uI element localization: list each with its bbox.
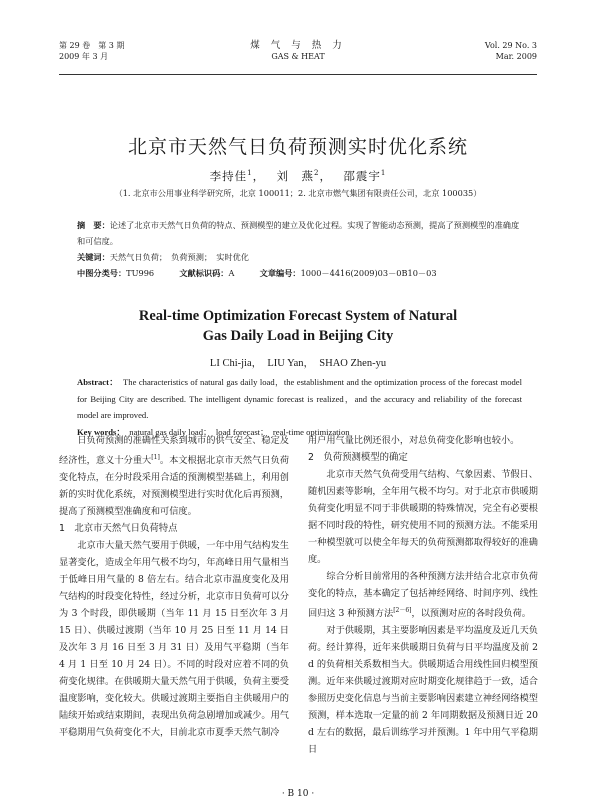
body-paragraph — [308, 568, 538, 622]
author-name: 李持佳 — [209, 169, 248, 183]
article-number-label: 文章编号： — [259, 268, 301, 278]
body-paragraph: 用户用气量比例还很小，对总负荷变化影响也较小。 — [308, 435, 520, 446]
paragraph-text: ，以预测对应的各时段负荷。 — [411, 608, 531, 620]
author-list-en: LI Chi-jia， LIU Yan， SHAO Zhen-yu — [209, 358, 387, 369]
citation-ref: [1] — [151, 454, 160, 461]
header-journal — [59, 40, 537, 62]
page-number: · B 10 · — [281, 789, 315, 799]
journal-name-zh: 煤 气 与 热 力 — [250, 40, 346, 51]
affiliation-zh: （1. 北京市公用事业科学研究所，北京 100011；2. 北京市燃气集团有限责任公司，北京 100035） — [114, 188, 482, 198]
body-column-left — [59, 432, 289, 741]
article-number-value: 1000－4416(2009)03－0B10－03 — [300, 268, 437, 278]
paper-title-en — [0, 306, 596, 346]
author-affiliation-mark: 1 — [380, 169, 387, 178]
header-divider — [59, 74, 537, 75]
running-header — [59, 40, 537, 74]
keywords-en-text: natural gas daily load； load forecast； real-time optimization — [129, 426, 350, 437]
abstract-en — [77, 374, 522, 440]
citation-ref: [2－6] — [393, 607, 412, 614]
journal-name-en: GAS & HEAT — [271, 52, 325, 61]
body-paragraph — [59, 432, 289, 520]
author-name: 邵震宇 — [343, 169, 381, 183]
author-affiliation-mark: 2 — [314, 169, 320, 178]
author-list-zh — [0, 168, 596, 184]
paper-title-zh: 北京市天然气日负荷预测实时优化系统 — [127, 136, 468, 158]
header-date-en: Mar. 2009 — [495, 52, 537, 61]
abstract-zh-text: 论述了北京市天然气日负荷的特点、预测模型的建立及优化过程。实现了智能动态预测，提高了预测模型的准确度和可信度。 — [77, 220, 520, 246]
title-en-line1: Real-time Optimization Forecast System of Natural — [138, 308, 458, 324]
header-volume-info-en — [485, 40, 537, 62]
paragraph-text: 综合分析目前常用的各种预测方法并结合北京市负荷变化的特点，基本确定了包括神经网络、时间序列、线性回归这 3 种预测方法 — [308, 571, 538, 620]
keywords-en-label: Key words： — [77, 426, 125, 437]
author-separator: ， — [252, 169, 272, 183]
classification-line — [77, 265, 522, 281]
header-date: 2009 年 3 月 — [59, 52, 109, 61]
abstract-en-text: The characteristics of natural gas daily load，the establishment and the optimization process of the forecast model for Beijing City are described. The intelligent dynamic forecast is realized，and the accuracy and reliability of the forecast model are improved. — [77, 377, 522, 420]
author-affiliation-mark: 1 — [247, 169, 253, 178]
body-paragraph: 北京市天然气负荷受用气结构、气象因素、节假日、随机因素等影响，全年用气极不均匀。对于北京市供暖期负荷变化明显不同于非供暖期的特殊情况，完全有必要根据不同时段的特性，研究使用不同的预测方法。不能采用一种模型就可以使全年每天的负荷预测都取得较好的准确度。 — [308, 469, 538, 565]
body-paragraph: 对于供暖期，其主要影响因素是平均温度及近几天负荷。经计算得，近年来供暖期日负荷与日平均温度及前 2 d 的负荷相关系数相当大。供暖期适合用线性回归模型预测。近年来供暖过渡期对应时期变化规律趋于一致，适合参照历史变化信息与当前主要影响因素建立神经网络模型预测，样本选取一定量的前 2 年同期数据及预测日近 20 d 左右的数据，最后训练学习并预测。1 年中用气平稳期日 — [308, 625, 538, 756]
doc-code-value: A — [228, 268, 235, 278]
section-heading: 2 负荷预测模型的确定 — [308, 452, 408, 463]
body-column-right — [308, 432, 538, 758]
keywords-zh-text: 天然气日负荷； 负荷预测； 实时优化 — [109, 252, 249, 262]
paragraph-text: 日负荷预测的准确性关系到城市的供气安全、稳定及经济性，意义十分重大 — [59, 435, 289, 467]
abstract-zh-body — [77, 217, 522, 249]
paragraph-text: 。本文根据北京市天然气日负荷变化特点，在分时段采用合适的预测模型基础上，利用创新的实时优化系统，对预测模型进行实时优化后再预测，提高了预测模型准确度和可信度。 — [59, 455, 290, 518]
doc-code-label: 文献标识码： — [179, 268, 229, 278]
abstract-zh-label: 摘 要： — [77, 220, 110, 230]
keywords-zh — [77, 249, 522, 265]
title-en-line2: Gas Daily Load in Beijing City — [202, 328, 394, 344]
abstract-zh — [77, 217, 522, 281]
abstract-en-body — [77, 374, 522, 424]
class-number-label: 中图分类号： — [77, 268, 127, 278]
author-name: 刘 燕 — [276, 169, 315, 183]
header-volume-en: Vol. 29 No. 3 — [484, 41, 537, 50]
body-paragraph: 北京市大量天然气要用于供暖，一年中用气结构发生显著变化，造成全年用气极不均匀，年高峰日用气量相当于低峰日用气量的 8 倍左右。结合北京市温度变化及用气结构的时段变化特性，经过分析，北京市日负荷可以分为 3 个时段，即供暖期（当年 11 月 15 日至次年 3 月 15 日）、供暖过渡期（当年 10 月 25 日至 11 月 14 日及次年 3 月 16 日至 3 月 31 日）及用气平稳期（当年 4 月 1 日至 10 月 24 日）。不同的时段对应着不同的负荷变化规律。在供暖期大量天然气用于供暖，负荷主要受温度影响，变化较大。供暖过渡期主要指自主供暖用户的陆续开始或结束期间，表现出负荷急剧增加或减少。用气平稳期用气负荷变化不大，目前北京市夏季天然气制冷 — [59, 540, 289, 739]
author-separator: ， — [319, 169, 339, 183]
keywords-zh-label: 关键词： — [77, 252, 110, 262]
abstract-en-label: Abstract： — [77, 377, 119, 387]
class-number-value: TU996 — [126, 268, 155, 278]
section-heading: 1 北京市天然气日负荷特点 — [59, 523, 178, 535]
header-volume: 第 29 卷 第 3 期 — [59, 41, 125, 50]
